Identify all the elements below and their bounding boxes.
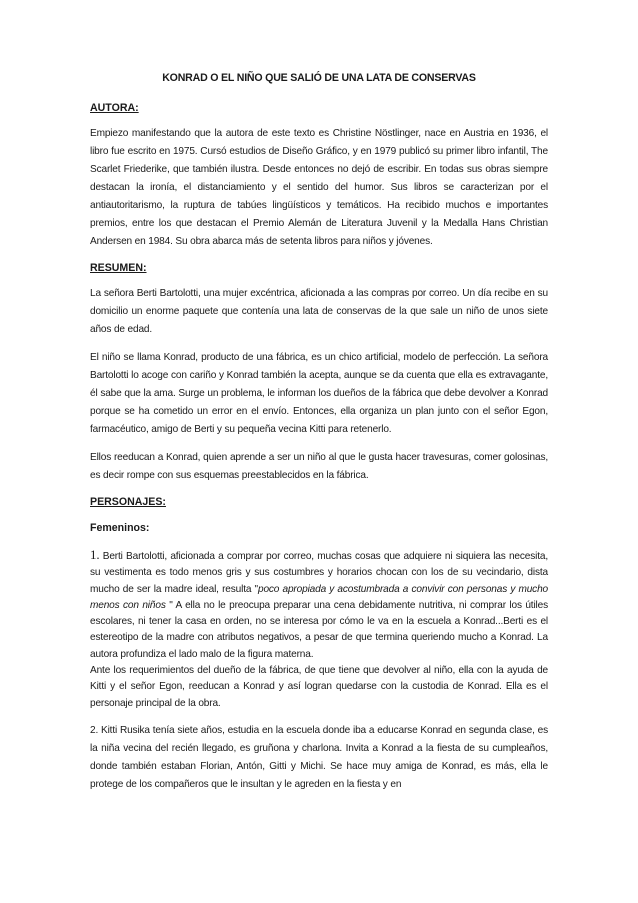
paragraph-resumen-2: El niño se llama Konrad, producto de una fábrica, es un chico artificial, modelo de perfección. La señora Bartolotti lo acoge con cariño y Konrad también la acepta, aunque se da cuenta que ella es extravagante, él sabe que la ama. Surge un problema, le informan los dueños de la fábrica que debe devolver a Konrad porque se ha cometido un error en el envío. Entonces, ella organiza un plan junto con el señor Egon, farmacéutico, amigo de Berti y su pequeña vecina Kitti para retenerlo. bbox=[90, 352, 548, 435]
paragraph-autora: Empiezo manifestando que la autora de este texto es Christine Nöstlinger, nace en Austria en 1936, el libro fue escrito en 1975. Cursó estudios de Diseño Gráfico, y en 1979 publicó su primer libro infantil, The Scarlet Friederike, que también ilustra. Desde entonces no dejó de escribir. En todas sus obras siempre destacan la ironía, el distanciamiento y el sentido del humor. Sus libros se caracterizan por el antiautoritarismo, la ruptura de tabúes lingüísticos y temáticos. Ha recibido muchos e importantes premios, entre los que destacan el Premio Alemán de Literatura Juvenil y la Medalla Hans Christian Andersen en 1984. Su obra abarca más de setenta libros para niños y jóvenes. bbox=[90, 128, 548, 247]
character-item-1-continuation: Ante los requerimientos del dueño de la fábrica, de que tiene que devolver al niño, ella con la ayuda de Kitti y el señor Egon, reeducan a Konrad y así logran quedarse con la custodia de Konrad. Ella es el personaje principal de la obra. bbox=[90, 665, 548, 709]
character-quote: poco apropiada y acostumbrada a convivir con personas y mucho menos con niños bbox=[90, 583, 549, 611]
section-heading-resumen: RESUMEN: bbox=[90, 262, 147, 274]
character-item-1 bbox=[90, 547, 548, 663]
document-title: KONRAD O EL NIÑO QUE SALIÓ DE UNA LATA DE CONSERVAS bbox=[162, 72, 476, 84]
character-text-after-quote: " A ella no le preocupa preparar una cena debidamente nutritiva, ni comprar los útiles escolares, ni tener la casa en orden, no se interesa por cómo le va en la escuela a Konrad...Berti es el estereotipo de la madre con atributos negativos, a pesar de que termina queriendo mucho a Konrad. La autora profundiza el lado malo de la figura materna. bbox=[90, 599, 548, 660]
subheading-femeninos: Femeninos: bbox=[90, 522, 150, 534]
paragraph-resumen-3: Ellos reeducan a Konrad, quien aprende a ser un niño al que le gusta hacer travesuras, comer golosinas, es decir rompe con sus esquemas preestablecidos en la fábrica. bbox=[90, 452, 548, 481]
character-item-2: 2. Kitti Rusika tenía siete años, estudia en la escuela donde iba a educarse Konrad en segunda clase, es la niña vecina del recién llegado, es gruñona y charlona. Invita a Konrad a la fiesta de su cumpleaños, donde también estaban Florian, Antón, Gitti y Michi. Se hace muy amiga de Konrad, es más, ella le protege de los compañeros que le insultan y le agreden en la fiesta y en bbox=[90, 724, 548, 790]
paragraph-resumen-1: La señora Berti Bartolotti, una mujer excéntrica, aficionada a las compras por correo. Un día recibe en su domicilio un enorme paquete que contenía una lata de conservas de la que sale un niño de unos siete años de edad. bbox=[90, 288, 548, 335]
section-heading-personajes: PERSONAJES: bbox=[90, 496, 166, 508]
list-number: 1. bbox=[90, 547, 100, 562]
section-heading-autora: AUTORA: bbox=[90, 102, 139, 114]
document-body bbox=[90, 71, 548, 794]
character-text-before-quote: Berti Bartolotti, aficionada a comprar por correo, muchas cosas que adquiere ni siquiera las necesita, su vestimenta es todo menos gris y sus costumbres y horarios chocan con los de su vecindario, dista mucho de ser la madre ideal, resulta " bbox=[90, 551, 548, 595]
